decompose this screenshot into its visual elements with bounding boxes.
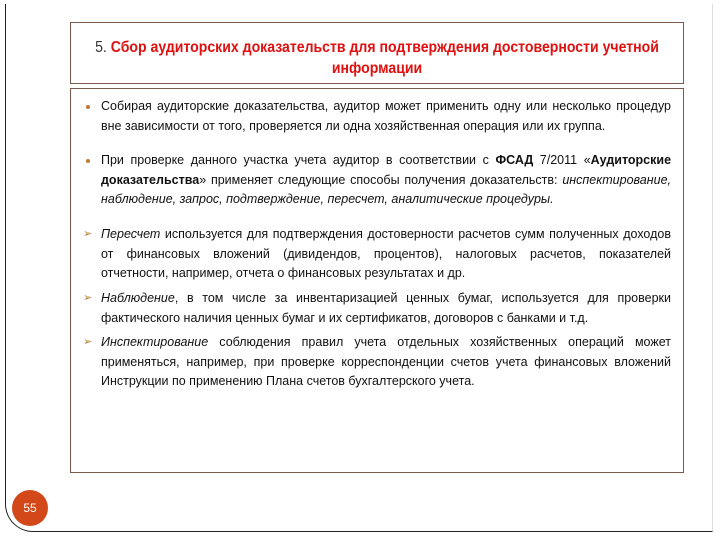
- bullet-icon: [86, 159, 90, 163]
- arrow-bullet-icon: ➢: [83, 228, 93, 240]
- list-item: [83, 289, 671, 328]
- list-item: [83, 151, 671, 210]
- text-segment: При проверке данного участка учета аудитор в соответствии с: [101, 153, 496, 167]
- arrow-bullet-icon: ➢: [83, 292, 93, 304]
- item-text: [101, 151, 671, 210]
- text-segment: Наблюдение: [101, 291, 175, 305]
- list-item: [83, 97, 671, 136]
- arrow-bullet-icon: ➢: [83, 336, 93, 348]
- text-segment: Пересчет: [101, 227, 161, 241]
- text-segment: ФСАД: [495, 153, 534, 167]
- text-segment: Инспектирование: [101, 335, 209, 349]
- text-segment: инспектирование, наблюдение, запрос, подтверждение, пересчет, аналитические процедуры.: [101, 172, 671, 206]
- bullet-icon: [86, 105, 90, 109]
- list-item: [83, 333, 671, 392]
- slide-title: [73, 37, 682, 79]
- text-segment: 7/2011 «: [533, 153, 591, 167]
- text-segment: , в том числе за инвентаризацией ценных бумаг, используется для проверки фактического наличия ценных бумаг и их сертификатов, договоров с банками и т.д.: [101, 291, 671, 325]
- title-number: 5.: [95, 39, 107, 56]
- page-number-badge: 55: [12, 490, 48, 526]
- text-segment: соблюдения правил учета отдельных хозяйственных операций может применяться, например, при проверке корреспонденции счетов учета финансовых вложений Инструкции по применению Плана счетов бухгалтерского учета.: [101, 335, 671, 388]
- item-text: [101, 289, 671, 328]
- item-text: [101, 225, 671, 284]
- item-text: [101, 97, 671, 136]
- item-text: [101, 333, 671, 392]
- title-text: Сбор аудиторских доказательств для подтверждения достоверности учетной информации: [110, 39, 659, 77]
- text-segment: » применяет следующие способы получения доказательств:: [199, 172, 563, 187]
- content-box: [70, 88, 684, 473]
- text-segment: Аудиторские доказательства: [101, 153, 672, 187]
- title-box: [70, 22, 684, 84]
- text-segment: Собирая аудиторские доказательства, аудитор может применить одну или несколько процедур вне зависимости от того, проверяется ли одна хозяйственная операция или их группа.: [101, 99, 671, 133]
- list-item: [83, 225, 671, 284]
- text-segment: используется для подтверждения достоверности расчетов сумм полученных доходов от финансовых вложений (дивидендов, процентов), налоговых расчетов, показателей отчетности, например, отчета о финансовых результатах и др.: [101, 227, 671, 280]
